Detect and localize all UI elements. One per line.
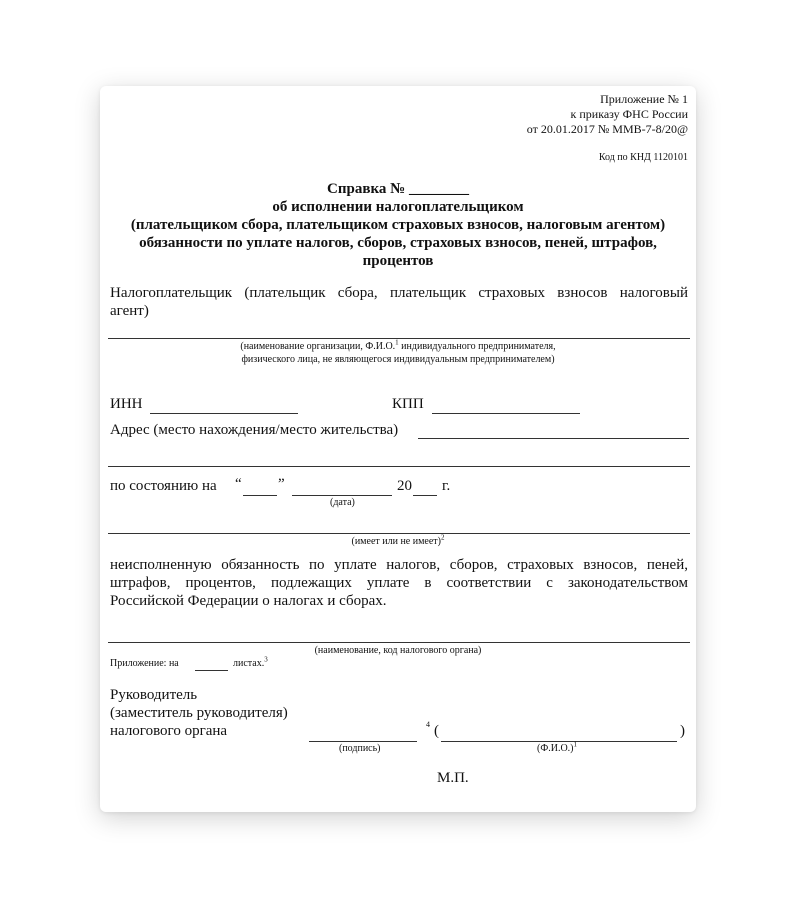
attachment-prefix: Приложение: на [110,658,179,669]
attachment-sheets-field[interactable] [195,670,228,671]
date-year-suffix: г. [442,478,451,494]
obligation-line3: Российской Федерации о налогах и сборах. [110,593,387,609]
obligation-line1: неисполненную обязанность по уплате налогов, сборов, страховых взносов, пеней, [110,557,688,573]
head-title-line1: Руководитель [110,687,198,703]
date-close-quote: ” [278,476,285,492]
doc-title-line4: обязанности по уплате налогов, сборов, страховых взносов, пеней, штрафов, [139,235,657,251]
attachment-suffix: листах.$^3$ [233,655,268,669]
head-title-line2: (заместитель руководителя) [110,705,288,721]
head-title-line3: налогового органа [110,723,228,739]
knd-code: Код по КНД 1120101 [598,152,688,163]
order-date-label: от 20.01.2017 № ММВ-7-8/20@ [526,122,688,136]
address-field-line2[interactable] [108,466,690,467]
order-label: к приказу ФНС России [570,107,688,121]
signature-footnote-4: 4 [426,720,430,729]
inn-field[interactable] [150,413,298,414]
as-of-label: по состоянию на [110,478,217,494]
obligation-line2: штрафов, процентов, подлежащих уплате в соответствии с законодательством [110,575,688,591]
fio-close-paren: ) [680,723,685,739]
appendix-label: Приложение № 1 [600,92,688,106]
fio-field[interactable] [441,741,677,742]
fio-open-paren: ( [434,723,439,739]
date-open-quote: “ [235,476,242,492]
address-label: Адрес (место нахождения/место жительства) [110,422,399,438]
fio-caption: $(Ф.И.О.)^1$ [537,740,578,754]
stamp-placeholder: М.П. [437,770,469,786]
tax-authority-caption: (наименование, код налогового органа) [314,645,482,656]
date-year-prefix: 20 [397,478,412,494]
date-month-field[interactable] [292,495,392,496]
date-year-field[interactable] [413,495,437,496]
taxpayer-text-line1: Налогоплательщик (плательщик сбора, плательщик страховых взносов налоговый [110,285,688,301]
tax-authority-field[interactable] [108,642,690,643]
doc-title-line1: Справка № ________ [327,181,469,197]
date-caption: (дата) [330,497,355,508]
address-field[interactable] [418,438,689,439]
taxpayer-name-field[interactable] [108,338,690,339]
has-or-not-caption: (имеет или не имеет)$^2$ [351,533,445,547]
signature-caption: (подпись) [339,743,381,754]
kpp-field[interactable] [432,413,580,414]
date-day-field[interactable] [243,495,277,496]
doc-title-line3: (плательщиком сбора, плательщиком страховых взносов, налоговым агентом) [130,217,666,233]
signature-field[interactable] [309,741,417,742]
has-or-not-field[interactable] [108,533,690,534]
taxpayer-caption-1: (наименование организации, Ф.И.О.$^1$ индивидуального предпринимателя, [240,338,556,352]
doc-title-line2: об исполнении налогоплательщиком [272,199,524,215]
taxpayer-caption-2: физического лица, не являющегося индивидуальным предпринимателем) [241,354,555,365]
inn-label: ИНН [110,396,143,412]
taxpayer-text-line2: агент) [110,303,149,319]
kpp-label: КПП [392,396,424,412]
document-sheet [100,86,696,812]
doc-title-line5: процентов [362,253,434,269]
